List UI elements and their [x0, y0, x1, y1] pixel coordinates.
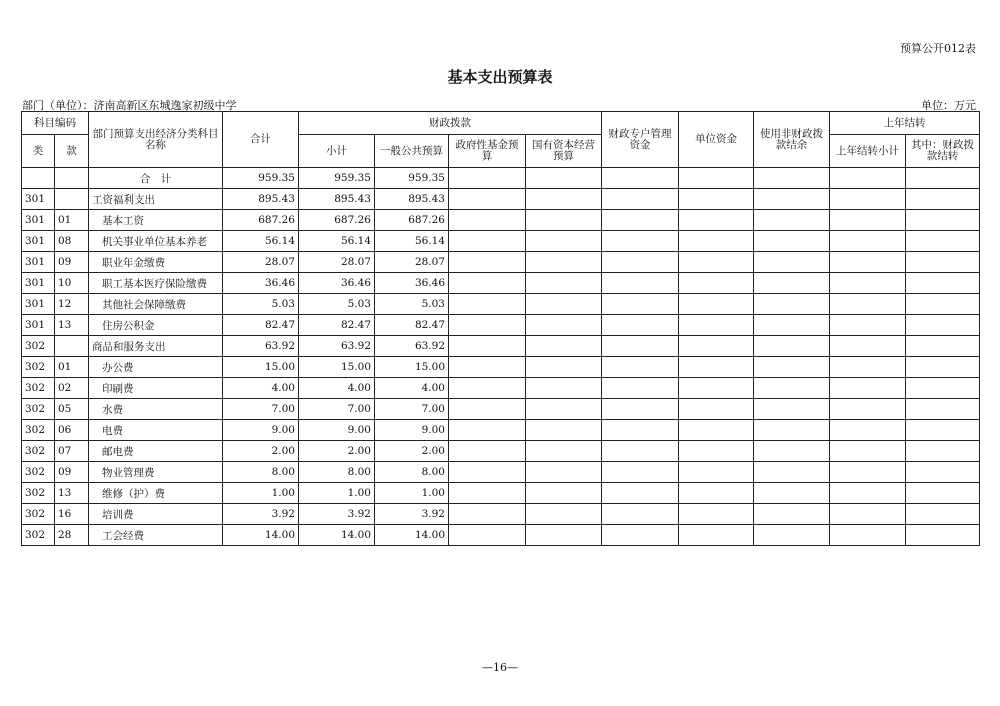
prior-subtotal-cell	[830, 315, 906, 336]
general-public-cell: 7.00	[375, 399, 449, 420]
table-row	[22, 294, 980, 315]
category-cell: 301	[22, 231, 55, 252]
gov-fund-cell	[449, 210, 526, 231]
table-row	[22, 399, 980, 420]
item-header: 款	[55, 135, 89, 168]
general-public-cell: 14.00	[375, 525, 449, 546]
state-capital-cell	[526, 504, 602, 525]
total-cell: 8.00	[223, 462, 299, 483]
special-mgmt-cell	[602, 525, 679, 546]
item-cell: 10	[55, 273, 89, 294]
category-cell: 301	[22, 273, 55, 294]
total-cell: 959.35	[223, 168, 299, 189]
item-cell: 09	[55, 462, 89, 483]
prior-fiscal-cell	[906, 210, 980, 231]
item-cell	[55, 168, 89, 189]
category-cell: 301	[22, 189, 55, 210]
category-cell: 302	[22, 378, 55, 399]
total-cell: 15.00	[223, 357, 299, 378]
prior-fiscal-cell	[906, 483, 980, 504]
state-capital-cell	[526, 525, 602, 546]
category-cell: 302	[22, 357, 55, 378]
subtotal-cell: 82.47	[299, 315, 375, 336]
unit-funds-cell	[679, 336, 754, 357]
item-cell: 02	[55, 378, 89, 399]
subtotal-cell: 959.35	[299, 168, 375, 189]
subtotal-cell: 895.43	[299, 189, 375, 210]
table-row	[22, 462, 980, 483]
table-row	[22, 315, 980, 336]
item-cell: 01	[55, 210, 89, 231]
total-cell: 7.00	[223, 399, 299, 420]
table-row	[22, 525, 980, 546]
name-cell: 水费	[89, 399, 223, 420]
category-cell: 302	[22, 441, 55, 462]
general-public-cell: 959.35	[375, 168, 449, 189]
name-cell: 机关事业单位基本养老	[89, 231, 223, 252]
category-cell: 302	[22, 462, 55, 483]
name-cell: 印刷费	[89, 378, 223, 399]
state-capital-cell	[526, 336, 602, 357]
general-public-cell: 687.26	[375, 210, 449, 231]
general-public-header: 一般公共预算	[375, 135, 449, 168]
item-cell: 06	[55, 420, 89, 441]
subtotal-cell: 15.00	[299, 357, 375, 378]
prior-subtotal-cell	[830, 231, 906, 252]
category-cell	[22, 168, 55, 189]
gov-fund-cell	[449, 504, 526, 525]
total-cell: 9.00	[223, 420, 299, 441]
unit-funds-cell	[679, 462, 754, 483]
total-cell: 28.07	[223, 252, 299, 273]
gov-fund-cell	[449, 189, 526, 210]
prior-subtotal-cell	[830, 336, 906, 357]
prior-subtotal-cell	[830, 168, 906, 189]
name-cell: 其他社会保障缴费	[89, 294, 223, 315]
non-fiscal-cell	[754, 441, 830, 462]
item-cell	[55, 336, 89, 357]
special-mgmt-cell	[602, 441, 679, 462]
unit-funds-cell	[679, 378, 754, 399]
non-fiscal-cell	[754, 273, 830, 294]
special-mgmt-cell	[602, 378, 679, 399]
non-fiscal-cell	[754, 189, 830, 210]
subtotal-header: 小计	[299, 135, 375, 168]
unit-funds-cell	[679, 273, 754, 294]
non-fiscal-cell	[754, 336, 830, 357]
total-cell: 1.00	[223, 483, 299, 504]
state-capital-cell	[526, 294, 602, 315]
special-mgmt-cell	[602, 315, 679, 336]
gov-fund-header: 政府性基金预算	[449, 135, 526, 168]
prior-fiscal-header: 其中：财政拨款结转	[906, 135, 980, 168]
special-mgmt-cell	[602, 357, 679, 378]
non-fiscal-cell	[754, 483, 830, 504]
total-cell: 687.26	[223, 210, 299, 231]
unit-funds-cell	[679, 252, 754, 273]
state-capital-cell	[526, 189, 602, 210]
non-fiscal-cell	[754, 525, 830, 546]
unit-funds-cell	[679, 399, 754, 420]
table-row	[22, 420, 980, 441]
general-public-cell: 1.00	[375, 483, 449, 504]
subtotal-cell: 5.03	[299, 294, 375, 315]
budget-table	[21, 111, 980, 546]
prior-subtotal-cell	[830, 210, 906, 231]
category-cell: 302	[22, 336, 55, 357]
special-mgmt-header: 财政专户管理资金	[602, 112, 679, 168]
name-cell: 邮电费	[89, 441, 223, 462]
subtotal-cell: 8.00	[299, 462, 375, 483]
general-public-cell: 36.46	[375, 273, 449, 294]
gov-fund-cell	[449, 441, 526, 462]
category-cell: 302	[22, 483, 55, 504]
econ-name-header: 部门预算支出经济分类科目名称	[89, 112, 223, 168]
subtotal-cell: 687.26	[299, 210, 375, 231]
item-cell: 13	[55, 315, 89, 336]
total-cell: 5.03	[223, 294, 299, 315]
name-cell: 商品和服务支出	[89, 336, 223, 357]
total-cell: 895.43	[223, 189, 299, 210]
category-cell: 301	[22, 210, 55, 231]
prior-subtotal-cell	[830, 357, 906, 378]
name-cell: 职工基本医疗保险缴费	[89, 273, 223, 294]
total-cell: 3.92	[223, 504, 299, 525]
prior-fiscal-cell	[906, 273, 980, 294]
table-row	[22, 189, 980, 210]
subject-code-header: 科目编码	[22, 112, 89, 135]
table-row	[22, 210, 980, 231]
item-cell: 13	[55, 483, 89, 504]
special-mgmt-cell	[602, 294, 679, 315]
subtotal-cell: 2.00	[299, 441, 375, 462]
table-row	[22, 357, 980, 378]
special-mgmt-cell	[602, 189, 679, 210]
subtotal-cell: 4.00	[299, 378, 375, 399]
prior-fiscal-cell	[906, 504, 980, 525]
general-public-cell: 8.00	[375, 462, 449, 483]
general-public-cell: 2.00	[375, 441, 449, 462]
prior-subtotal-cell	[830, 504, 906, 525]
prior-fiscal-cell	[906, 336, 980, 357]
table-row	[22, 168, 980, 189]
prior-subtotal-cell	[830, 483, 906, 504]
special-mgmt-cell	[602, 336, 679, 357]
special-mgmt-cell	[602, 273, 679, 294]
fiscal-header: 财政拨款	[299, 112, 602, 135]
prior-fiscal-cell	[906, 399, 980, 420]
gov-fund-cell	[449, 399, 526, 420]
non-fiscal-cell	[754, 294, 830, 315]
unit-funds-cell	[679, 357, 754, 378]
non-fiscal-cell	[754, 462, 830, 483]
prior-subtotal-cell	[830, 399, 906, 420]
non-fiscal-balance-header: 使用非财政拨款结余	[754, 112, 830, 168]
gov-fund-cell	[449, 357, 526, 378]
gov-fund-cell	[449, 378, 526, 399]
total-cell: 2.00	[223, 441, 299, 462]
department-label: 部门（单位）：济南高新区东城逸家初级中学	[22, 99, 237, 112]
state-capital-header: 国有资本经营预算	[526, 135, 602, 168]
non-fiscal-cell	[754, 210, 830, 231]
general-public-cell: 63.92	[375, 336, 449, 357]
form-code: 预算公开012表	[900, 42, 976, 55]
unit-funds-cell	[679, 168, 754, 189]
non-fiscal-cell	[754, 231, 830, 252]
item-cell: 08	[55, 231, 89, 252]
subtotal-cell: 63.92	[299, 336, 375, 357]
category-cell: 302	[22, 399, 55, 420]
non-fiscal-cell	[754, 420, 830, 441]
item-cell: 07	[55, 441, 89, 462]
name-cell: 电费	[89, 420, 223, 441]
prior-subtotal-header: 上年结转小计	[830, 135, 906, 168]
page-number: —16—	[482, 661, 518, 674]
gov-fund-cell	[449, 294, 526, 315]
item-cell: 16	[55, 504, 89, 525]
state-capital-cell	[526, 168, 602, 189]
state-capital-cell	[526, 441, 602, 462]
gov-fund-cell	[449, 420, 526, 441]
special-mgmt-cell	[602, 504, 679, 525]
item-cell	[55, 189, 89, 210]
name-cell: 住房公积金	[89, 315, 223, 336]
prior-subtotal-cell	[830, 252, 906, 273]
unit-funds-cell	[679, 441, 754, 462]
name-cell: 维修（护）费	[89, 483, 223, 504]
gov-fund-cell	[449, 462, 526, 483]
unit-funds-cell	[679, 525, 754, 546]
category-cell: 302	[22, 525, 55, 546]
unit-funds-cell	[679, 294, 754, 315]
name-cell: 合 计	[89, 168, 223, 189]
general-public-cell: 3.92	[375, 504, 449, 525]
prior-subtotal-cell	[830, 273, 906, 294]
gov-fund-cell	[449, 483, 526, 504]
unit-label: 单位：万元	[921, 99, 976, 112]
general-public-cell: 5.03	[375, 294, 449, 315]
prior-subtotal-cell	[830, 294, 906, 315]
prior-fiscal-cell	[906, 378, 980, 399]
prior-fiscal-cell	[906, 441, 980, 462]
gov-fund-cell	[449, 273, 526, 294]
prior-subtotal-cell	[830, 420, 906, 441]
category-cell: 302	[22, 504, 55, 525]
total-cell: 4.00	[223, 378, 299, 399]
category-cell: 301	[22, 315, 55, 336]
state-capital-cell	[526, 231, 602, 252]
gov-fund-cell	[449, 231, 526, 252]
unit-funds-cell	[679, 189, 754, 210]
table-row	[22, 483, 980, 504]
state-capital-cell	[526, 273, 602, 294]
non-fiscal-cell	[754, 252, 830, 273]
prior-subtotal-cell	[830, 378, 906, 399]
total-cell: 63.92	[223, 336, 299, 357]
gov-fund-cell	[449, 525, 526, 546]
prior-year-header: 上年结转	[830, 112, 980, 135]
special-mgmt-cell	[602, 252, 679, 273]
state-capital-cell	[526, 483, 602, 504]
name-cell: 培训费	[89, 504, 223, 525]
category-cell: 302	[22, 420, 55, 441]
total-cell: 14.00	[223, 525, 299, 546]
subtotal-cell: 56.14	[299, 231, 375, 252]
item-cell: 01	[55, 357, 89, 378]
total-cell: 82.47	[223, 315, 299, 336]
gov-fund-cell	[449, 336, 526, 357]
state-capital-cell	[526, 252, 602, 273]
special-mgmt-cell	[602, 483, 679, 504]
unit-funds-cell	[679, 231, 754, 252]
general-public-cell: 56.14	[375, 231, 449, 252]
prior-fiscal-cell	[906, 294, 980, 315]
table-row	[22, 252, 980, 273]
general-public-cell: 4.00	[375, 378, 449, 399]
category-cell: 301	[22, 252, 55, 273]
special-mgmt-cell	[602, 420, 679, 441]
gov-fund-cell	[449, 315, 526, 336]
table-row	[22, 273, 980, 294]
unit-funds-cell	[679, 210, 754, 231]
total-header: 合计	[223, 112, 299, 168]
item-cell: 05	[55, 399, 89, 420]
table-row	[22, 378, 980, 399]
subtotal-cell: 3.92	[299, 504, 375, 525]
prior-fiscal-cell	[906, 525, 980, 546]
state-capital-cell	[526, 210, 602, 231]
name-cell: 职业年金缴费	[89, 252, 223, 273]
name-cell: 基本工资	[89, 210, 223, 231]
non-fiscal-cell	[754, 399, 830, 420]
item-cell: 28	[55, 525, 89, 546]
prior-subtotal-cell	[830, 189, 906, 210]
category-cell: 301	[22, 294, 55, 315]
prior-fiscal-cell	[906, 189, 980, 210]
general-public-cell: 28.07	[375, 252, 449, 273]
subtotal-cell: 9.00	[299, 420, 375, 441]
general-public-cell: 82.47	[375, 315, 449, 336]
state-capital-cell	[526, 357, 602, 378]
subtotal-cell: 1.00	[299, 483, 375, 504]
total-cell: 56.14	[223, 231, 299, 252]
prior-fiscal-cell	[906, 252, 980, 273]
prior-fiscal-cell	[906, 168, 980, 189]
table-row	[22, 504, 980, 525]
unit-funds-cell	[679, 504, 754, 525]
unit-funds-cell	[679, 483, 754, 504]
name-cell: 工资福利支出	[89, 189, 223, 210]
table-row	[22, 231, 980, 252]
special-mgmt-cell	[602, 231, 679, 252]
gov-fund-cell	[449, 252, 526, 273]
subtotal-cell: 7.00	[299, 399, 375, 420]
state-capital-cell	[526, 315, 602, 336]
prior-fiscal-cell	[906, 462, 980, 483]
special-mgmt-cell	[602, 462, 679, 483]
item-cell: 09	[55, 252, 89, 273]
table-row	[22, 441, 980, 462]
state-capital-cell	[526, 399, 602, 420]
table-row	[22, 336, 980, 357]
unit-funds-cell	[679, 315, 754, 336]
special-mgmt-cell	[602, 168, 679, 189]
category-header: 类	[22, 135, 55, 168]
prior-fiscal-cell	[906, 231, 980, 252]
subtotal-cell: 28.07	[299, 252, 375, 273]
state-capital-cell	[526, 420, 602, 441]
page-title: 基本支出预算表	[447, 68, 553, 86]
non-fiscal-cell	[754, 378, 830, 399]
prior-subtotal-cell	[830, 525, 906, 546]
special-mgmt-cell	[602, 399, 679, 420]
name-cell: 工会经费	[89, 525, 223, 546]
unit-funds-header: 单位资金	[679, 112, 754, 168]
non-fiscal-cell	[754, 357, 830, 378]
prior-subtotal-cell	[830, 462, 906, 483]
non-fiscal-cell	[754, 504, 830, 525]
name-cell: 物业管理费	[89, 462, 223, 483]
state-capital-cell	[526, 378, 602, 399]
subtotal-cell: 14.00	[299, 525, 375, 546]
prior-fiscal-cell	[906, 357, 980, 378]
general-public-cell: 9.00	[375, 420, 449, 441]
general-public-cell: 895.43	[375, 189, 449, 210]
prior-fiscal-cell	[906, 315, 980, 336]
non-fiscal-cell	[754, 168, 830, 189]
unit-funds-cell	[679, 420, 754, 441]
prior-subtotal-cell	[830, 441, 906, 462]
special-mgmt-cell	[602, 210, 679, 231]
gov-fund-cell	[449, 168, 526, 189]
item-cell: 12	[55, 294, 89, 315]
prior-fiscal-cell	[906, 420, 980, 441]
non-fiscal-cell	[754, 315, 830, 336]
general-public-cell: 15.00	[375, 357, 449, 378]
subtotal-cell: 36.46	[299, 273, 375, 294]
state-capital-cell	[526, 462, 602, 483]
name-cell: 办公费	[89, 357, 223, 378]
total-cell: 36.46	[223, 273, 299, 294]
